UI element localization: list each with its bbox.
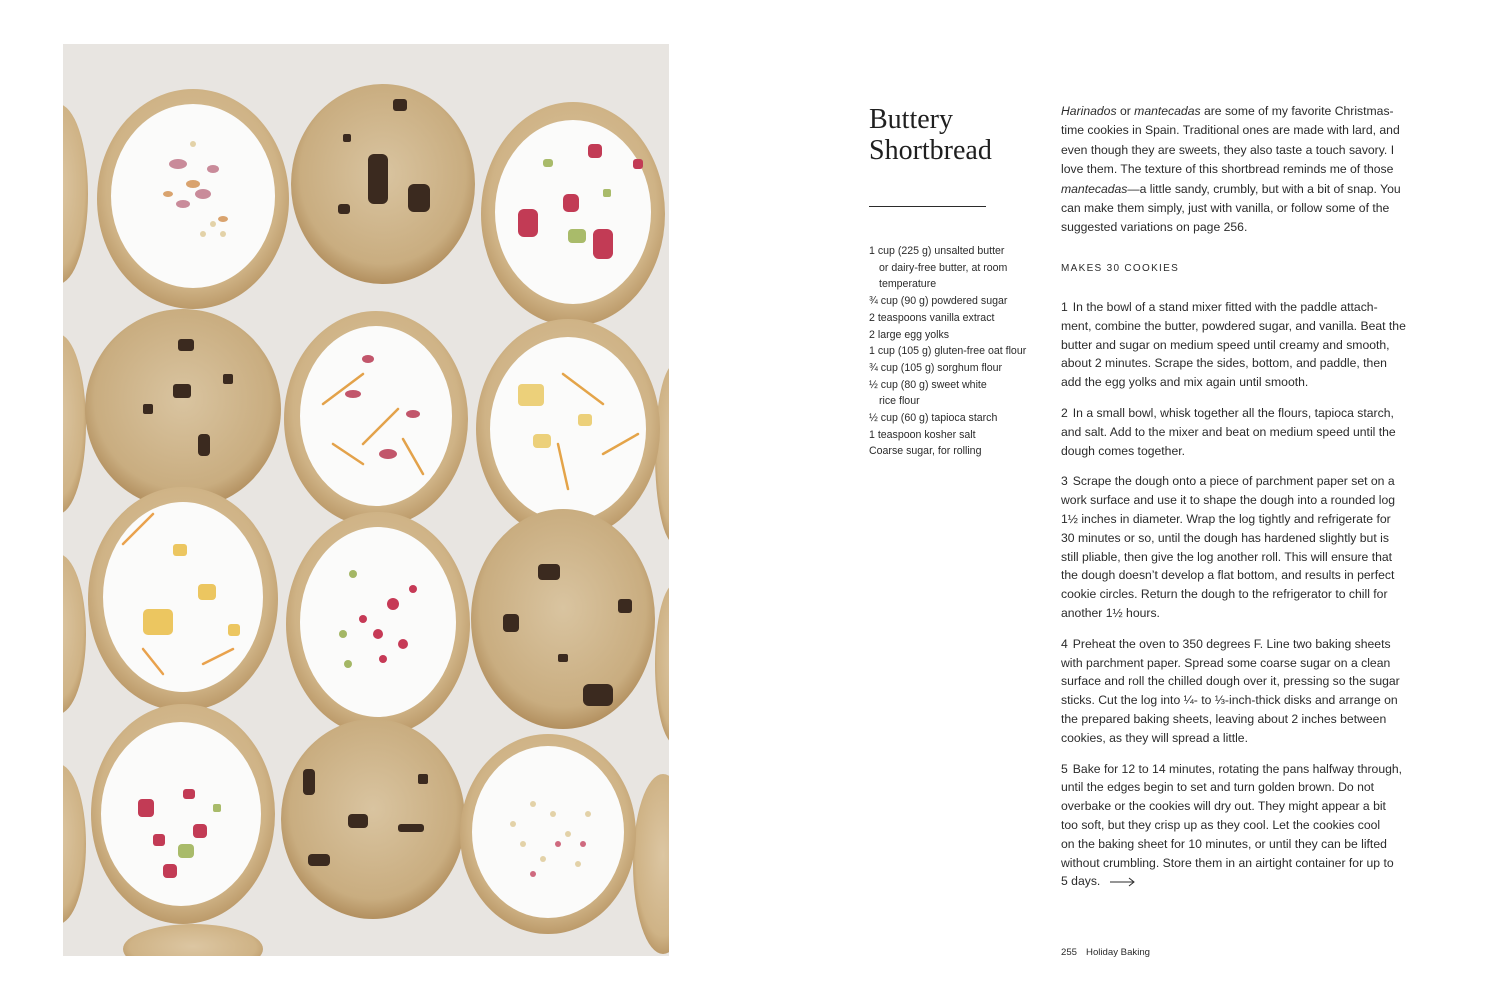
step-line: still pliable, then give the log another roll. This will ensure that: [1061, 549, 1393, 564]
step-text: Preheat the oven to 350 degrees F. Line two baking sheets: [1072, 636, 1391, 651]
arrow-right-icon: [1110, 877, 1136, 887]
ingredient-line: ¾ cup (90 g) powdered sugar: [869, 295, 1008, 308]
step-line: cookies, as they will spread a little.: [1061, 730, 1248, 745]
step-line: 1½ inches in diameter. Wrap the log tightly and refrigerate for: [1061, 511, 1391, 526]
intro-line: even though they are sweets, they also taste a touch savory. I: [1061, 142, 1395, 157]
recipe-steps: [1061, 298, 1423, 903]
ingredient-line: 1 cup (105 g) gluten-free oat flour: [869, 345, 1027, 358]
ingredient-item: [869, 310, 1044, 327]
ingredient-item: [869, 293, 1044, 310]
step-text: Scrape the dough onto a piece of parchment paper set on a: [1072, 474, 1395, 489]
ingredient-line: ¾ cup (105 g) sorghum flour: [869, 361, 1003, 374]
intro-line: [1061, 102, 1421, 121]
step-line: [1061, 872, 1423, 891]
step-line: surface and roll the chilled dough over it, pressing so the sugar: [1061, 674, 1400, 689]
step-line: until the edges begin to set and turn golden brown. Do not: [1061, 780, 1375, 795]
step-text: In a small bowl, whisk together all the flours, tapioca starch,: [1072, 405, 1394, 420]
ingredient-item: [869, 343, 1044, 360]
step-item: [1061, 404, 1423, 460]
step-line: 30 minutes or so, until the dough has hardened slightly but is: [1061, 530, 1389, 545]
step-line: overbake or the cookies will dry out. They might appear a bit: [1061, 799, 1386, 814]
ingredients-list: [869, 243, 1044, 460]
cookie-illustration: [63, 44, 669, 956]
step-line: dough comes together.: [1061, 443, 1185, 458]
title-line: Shortbread: [869, 135, 992, 166]
step-number: 1: [1061, 300, 1068, 314]
step-text: In the bowl of a stand mixer fitted with the paddle attach-: [1072, 300, 1378, 314]
ingredient-item: [869, 443, 1044, 460]
step-line: add the egg yolks and mix again until smooth.: [1061, 375, 1309, 390]
step-line: the dough doesn’t develop a flat bottom, and results in perfect: [1061, 568, 1395, 583]
step-number: 4: [1061, 636, 1068, 651]
step-text: Bake for 12 to 14 minutes, rotating the pans halfway through,: [1072, 761, 1403, 776]
step-line: [1061, 472, 1423, 491]
ingredient-line: ½ cup (60 g) tapioca starch: [869, 412, 998, 425]
intro-text: —a little sandy, crumbly, but with a bit of snap. You: [1127, 181, 1401, 196]
step-line: [1061, 298, 1423, 317]
yield-label: MAKES 30 COOKIES: [1061, 263, 1180, 274]
step-item: [1061, 760, 1423, 892]
ingredient-line: 2 teaspoons vanilla extract: [869, 311, 995, 324]
intro-text: are some of my favorite Christmas-: [1200, 104, 1394, 118]
step-line: cookie circles. Return the dough to the refrigerator to chill for: [1061, 587, 1388, 602]
page-number: 255: [1061, 947, 1078, 958]
step-line: [1061, 404, 1423, 423]
step-line: ment, combine the butter, powdered sugar, and vanilla. Beat the: [1061, 318, 1406, 333]
intro-line: [1061, 180, 1421, 199]
step-line: without crumbling. Store them in an airtight container for up to: [1061, 855, 1394, 870]
ingredient-line: 2 large egg yolks: [869, 328, 950, 341]
step-number: 2: [1061, 405, 1068, 420]
intro-italic: mantecadas: [1134, 104, 1201, 118]
ingredient-item: [869, 377, 1044, 410]
step-item: [1061, 635, 1423, 748]
ingredient-item: [869, 243, 1044, 293]
ingredient-line: 1 cup (225 g) unsalted butter: [869, 245, 1005, 257]
intro-line: love them. The texture of this shortbread reminds me of those: [1061, 162, 1394, 177]
step-text: 5 days.: [1061, 874, 1101, 889]
step-line: the prepared baking sheets, leaving about 2 inches between: [1061, 711, 1387, 726]
ingredient-item: [869, 360, 1044, 377]
ingredient-item: [869, 410, 1044, 427]
ingredient-line: Coarse sugar, for rolling: [869, 445, 982, 458]
recipe-intro: [1061, 102, 1421, 238]
step-line: [1061, 635, 1423, 654]
intro-italic: mantecadas: [1061, 181, 1128, 196]
step-line: [1061, 760, 1423, 779]
ingredient-line: 1 teaspoon kosher salt: [869, 428, 976, 441]
step-item: [1061, 298, 1423, 392]
intro-text: or: [1116, 104, 1135, 118]
step-line: and salt. Add to the mixer and beat on medium speed until the: [1061, 424, 1396, 439]
cookie-photo: [63, 44, 669, 956]
step-line: on the baking sheet for 10 minutes, or until they can be lifted: [1061, 836, 1387, 851]
step-line: too soft, but they crisp up as they cool. Let the cookies cool: [1061, 817, 1381, 832]
step-line: work surface and use it to shape the dough into a rounded log: [1061, 493, 1396, 508]
title-divider: [869, 206, 986, 207]
intro-italic: Harinados: [1061, 104, 1117, 118]
ingredient-line: ½ cup (80 g) sweet white: [869, 378, 987, 391]
page-footer: [1061, 947, 1150, 958]
step-number: 5: [1061, 761, 1068, 776]
step-line: butter and sugar on medium speed until creamy and smooth,: [1061, 337, 1390, 352]
section-name: Holiday Baking: [1086, 947, 1151, 958]
step-line: about 2 minutes. Scrape the sides, bottom, and paddle, then: [1061, 356, 1387, 371]
ingredient-line: or dairy-free butter, at room: [879, 261, 1008, 274]
step-line: another 1½ hours.: [1061, 605, 1160, 620]
ingredient-item: [869, 327, 1044, 344]
ingredient-line: temperature: [879, 278, 937, 291]
step-line: sticks. Cut the log into ¼- to ⅓-inch-thick disks and arrange on: [1061, 693, 1398, 708]
intro-line: time cookies in Spain. Traditional ones are made with lard, and: [1061, 123, 1400, 138]
step-number: 3: [1061, 474, 1068, 489]
ingredient-item: [869, 427, 1044, 444]
title-line: Buttery: [869, 104, 953, 135]
intro-line: suggested variations on page 256.: [1061, 220, 1248, 235]
step-item: [1061, 472, 1423, 622]
recipe-title: [869, 104, 1039, 166]
intro-line: can make them simply, just with vanilla, or follow some of the: [1061, 201, 1390, 216]
step-line: with parchment paper. Spread some coarse sugar on a clean: [1061, 655, 1391, 670]
ingredient-line: rice flour: [879, 395, 920, 408]
